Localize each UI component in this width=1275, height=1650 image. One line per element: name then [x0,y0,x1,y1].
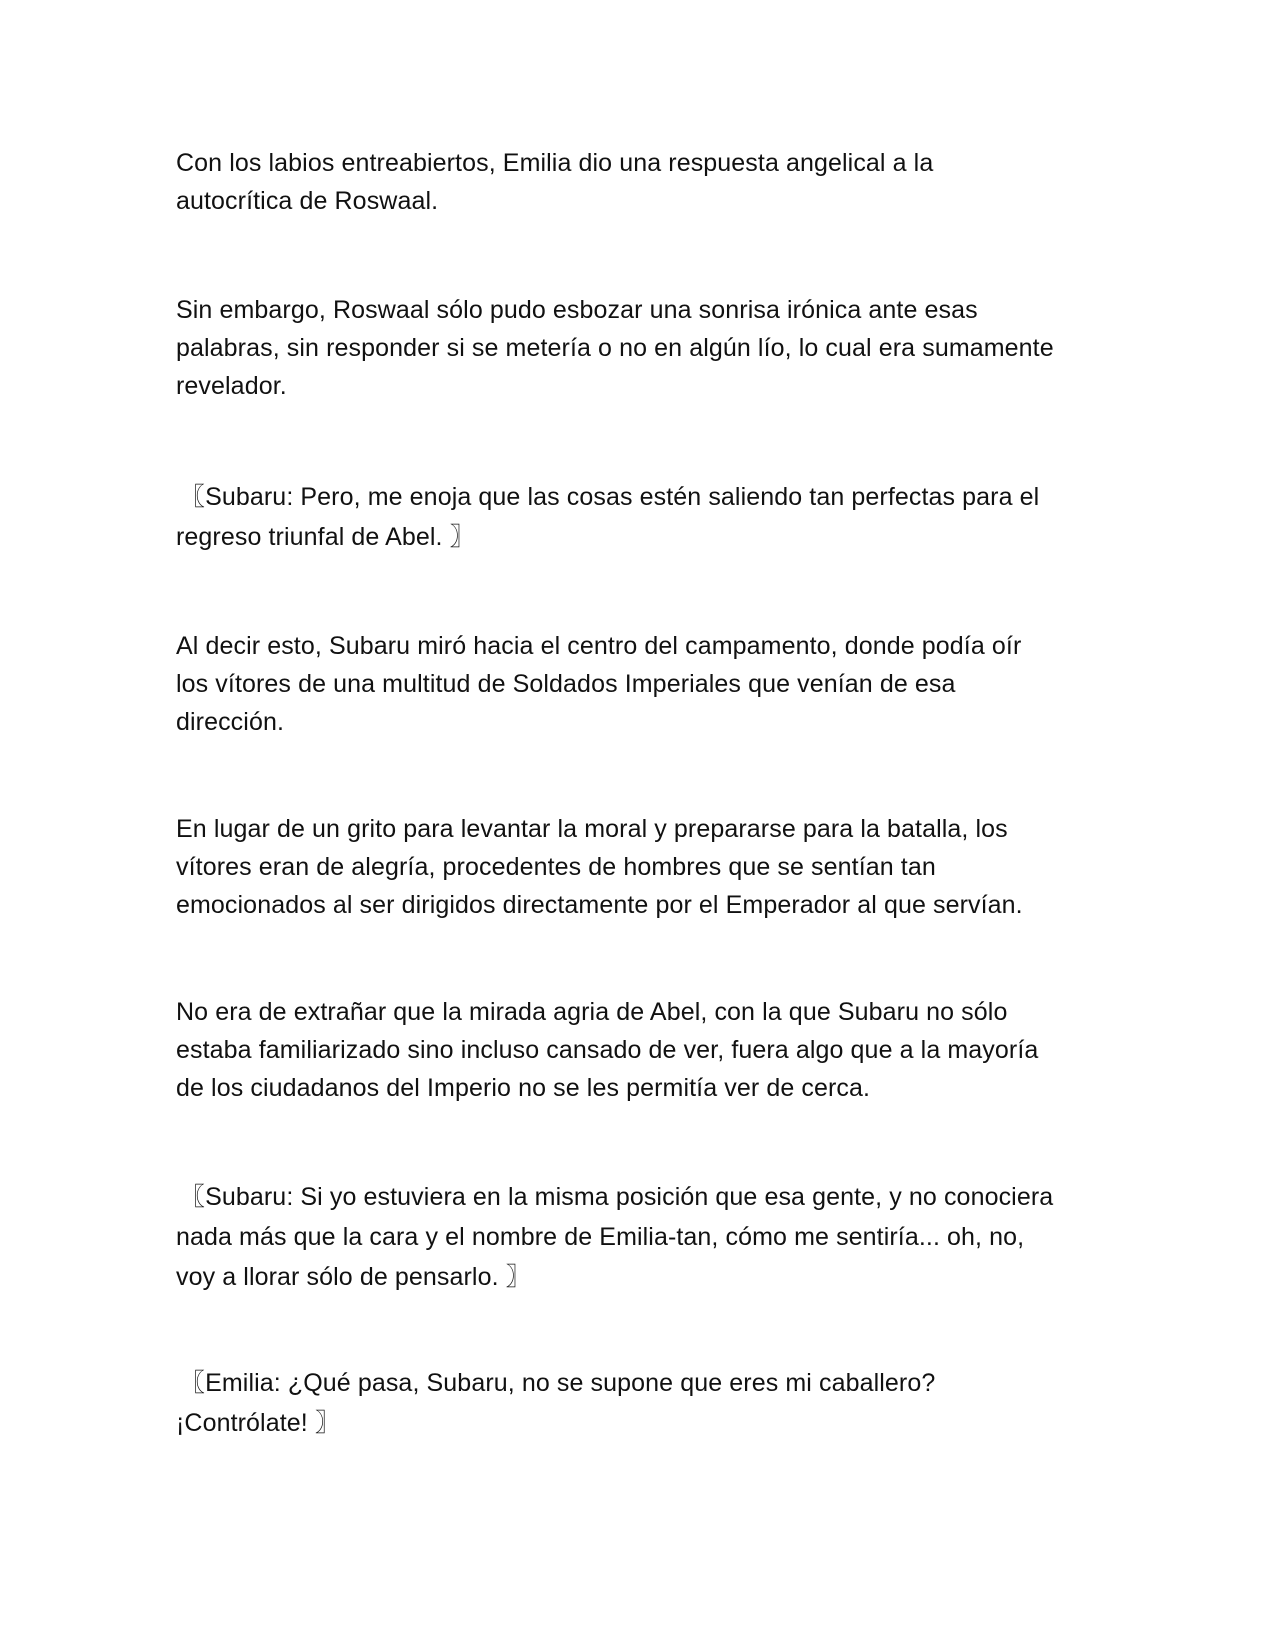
paragraph-line: No era de extrañar que la mirada agria de Abel, con la que Subaru no sólo [176,998,1008,1026]
paragraph-line: 〖Subaru: Si yo estuviera en la misma posición que esa gente, y no conociera [180,1183,1054,1211]
paragraph-line: En lugar de un grito para levantar la moral y prepararse para la batalla, los [176,815,1008,843]
paragraph-line: 〖Subaru: Pero, me enoja que las cosas estén saliendo tan perfectas para el [180,483,1040,511]
dialogue-subaru-1 [176,477,1116,557]
paragraph-line: revelador. [176,372,287,400]
dialogue-subaru-2 [176,1177,1116,1297]
paragraph-5 [176,810,1116,924]
paragraph-4 [176,627,1116,741]
paragraph-line: estaba familiarizado sino incluso cansado de ver, fuera algo que a la mayoría [176,1036,1039,1064]
paragraph-line: Sin embargo, Roswaal sólo pudo esbozar una sonrisa irónica ante esas [176,296,978,324]
paragraph-line: los vítores de una multitud de Soldados Imperiales que venían de esa [176,670,956,698]
paragraph-2 [176,291,1116,405]
paragraph-line: regreso triunfal de Abel. 〗 [176,523,475,551]
paragraph-6 [176,993,1116,1107]
paragraph-1 [176,144,1116,220]
paragraph-line: 〖Emilia: ¿Qué pasa, Subaru, no se supone que eres mi caballero? [180,1369,936,1397]
paragraph-line: Al decir esto, Subaru miró hacia el centro del campamento, donde podía oír [176,632,1022,660]
paragraph-line: dirección. [176,708,284,736]
paragraph-line: palabras, sin responder si se metería o no en algún lío, lo cual era sumamente [176,334,1054,362]
paragraph-line: voy a llorar sólo de pensarlo. 〗 [176,1263,531,1291]
paragraph-line: emocionados al ser dirigidos directamente por el Emperador al que servían. [176,891,1023,919]
paragraph-line: de los ciudadanos del Imperio no se les permitía ver de cerca. [176,1074,871,1102]
paragraph-line: autocrítica de Roswaal. [176,187,439,215]
paragraph-line: Con los labios entreabiertos, Emilia dio una respuesta angelical a la [176,149,934,177]
paragraph-line: ¡Contrólate! 〗 [176,1409,340,1437]
paragraph-line: nada más que la cara y el nombre de Emilia-tan, cómo me sentiría... oh, no, [176,1223,1025,1251]
paragraph-line: vítores eran de alegría, procedentes de hombres que se sentían tan [176,853,936,881]
dialogue-emilia [176,1363,1116,1443]
